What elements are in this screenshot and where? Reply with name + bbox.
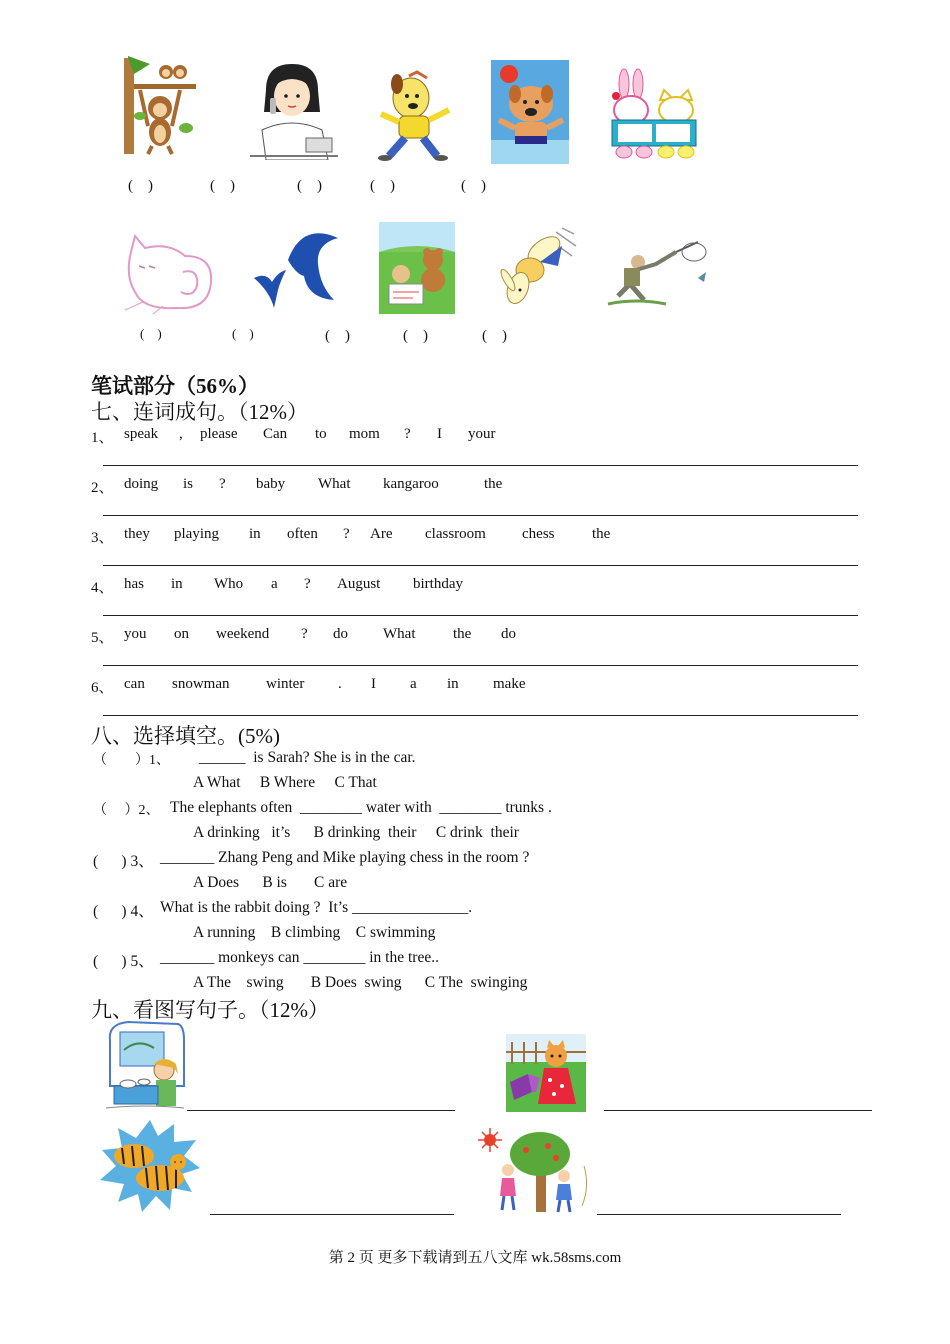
picture-answer-blank[interactable]: ( ) [461, 178, 486, 194]
word: has [124, 576, 144, 592]
question-text: ______ is Sarah? She is in the car. [199, 749, 416, 766]
item-number: 2、 [91, 480, 114, 496]
picture-answer-blank[interactable]: ( ) [140, 326, 162, 341]
word: baby [256, 476, 286, 492]
section-8-title: 八、选择填空。(5%) [91, 724, 280, 748]
word: What [383, 626, 416, 642]
sleeping-cat-icon [123, 232, 223, 316]
word: your [468, 426, 496, 442]
word: on [174, 626, 189, 642]
picture-answer-blank[interactable]: ( ) [370, 178, 395, 194]
word: winter [266, 676, 305, 692]
question-options: A The swing B Does swing C The swinging [193, 974, 528, 991]
word: What [318, 476, 351, 492]
question-options: A What B Where C That [193, 774, 377, 791]
item-number: 4、 [91, 580, 114, 596]
word: the [453, 626, 472, 642]
answer-paren[interactable]: ( ) 5、 [93, 953, 154, 970]
word: playing [174, 526, 219, 542]
word: kangaroo [383, 476, 439, 492]
answer-line[interactable] [103, 515, 858, 516]
question-text: The elephants often ________ water with ________ trunks . [170, 799, 552, 816]
word: I [437, 426, 442, 442]
page-footer: 第 2 页 更多下载请到五八文库 wk.58sms.com [328, 1250, 622, 1266]
word: birthday [413, 576, 463, 592]
sentence-answer-line[interactable] [187, 1110, 455, 1111]
written-part-title: 笔试部分（56%） [91, 374, 259, 398]
word: August [337, 576, 381, 592]
word: Are [370, 526, 393, 542]
word: to [315, 426, 327, 442]
question-text: _______ Zhang Peng and Mike playing chess in the room ? [160, 849, 530, 866]
question-options: A Does B is C are [193, 874, 348, 891]
word: in [249, 526, 261, 542]
word: you [124, 626, 147, 642]
monkeys-in-tree-icon [120, 56, 200, 156]
answer-paren[interactable]: ( ) 3、 [93, 853, 154, 870]
question-options: A running B climbing C swimming [193, 924, 436, 941]
word: a [410, 676, 417, 692]
picture-answer-blank[interactable]: ( ) [128, 178, 153, 194]
girl-on-phone-icon [248, 60, 340, 160]
dog-swimming-icon [491, 60, 569, 164]
word: ? [304, 576, 311, 592]
word: I [371, 676, 376, 692]
word: do [333, 626, 348, 642]
answer-line[interactable] [103, 465, 858, 466]
word: classroom [425, 526, 486, 542]
word: please [200, 426, 238, 442]
answer-paren[interactable]: （ ）2、 [93, 803, 160, 818]
word: ? [343, 526, 350, 542]
question-options: A drinking it’s B drinking their C drink their [193, 824, 519, 841]
word: mom [349, 426, 380, 442]
item-number: 5、 [91, 630, 114, 646]
word: in [447, 676, 459, 692]
word: weekend [216, 626, 270, 642]
question-text: _______ monkeys can ________ in the tree.. [160, 949, 439, 966]
word: the [484, 476, 503, 492]
word: a [271, 576, 278, 592]
question-text: What is the rabbit doing ? It’s _______________. [160, 899, 473, 916]
item-number: 3、 [91, 530, 114, 546]
picture-answer-blank[interactable]: ( ) [210, 178, 235, 194]
word: in [171, 576, 183, 592]
word: speak [124, 426, 159, 442]
word: often [287, 526, 318, 542]
word: they [124, 526, 150, 542]
word: , [179, 426, 183, 442]
word: Can [263, 426, 288, 442]
picture-answer-blank[interactable]: ( ) [232, 326, 254, 341]
word: make [493, 676, 526, 692]
answer-line[interactable] [103, 565, 858, 566]
rabbit-cat-reading-icon [606, 68, 702, 160]
picture-answer-blank[interactable]: ( ) [297, 178, 322, 194]
word: do [501, 626, 516, 642]
picture-answer-blank[interactable]: ( ) [403, 328, 428, 344]
answer-line[interactable] [103, 715, 858, 716]
answer-line[interactable] [103, 665, 858, 666]
kids-picking-apples-icon [474, 1126, 598, 1214]
dog-running-icon [373, 70, 461, 162]
item-number: 1、 [91, 430, 114, 446]
word: ? [301, 626, 308, 642]
rabbit-jumping-icon [496, 226, 578, 310]
bears-drawing-icon [379, 222, 455, 314]
picture-answer-blank[interactable]: ( ) [482, 328, 507, 344]
section-9-title: 九、看图写句子。（12%） [91, 998, 329, 1022]
word: ? [219, 476, 226, 492]
word: ? [404, 426, 411, 442]
answer-paren[interactable]: （ ）1、 [93, 753, 170, 768]
man-catching-butterfly-icon [606, 238, 712, 310]
answer-paren[interactable]: ( ) 4、 [93, 903, 154, 920]
word: chess [522, 526, 555, 542]
word: can [124, 676, 145, 692]
flying-birds-icon [252, 226, 342, 310]
girl-washing-dishes-icon [104, 1020, 188, 1112]
item-number: 6、 [91, 680, 114, 696]
word: is [183, 476, 194, 492]
word: the [592, 526, 611, 542]
word: . [338, 676, 342, 692]
answer-line[interactable] [103, 615, 858, 616]
cat-catching-butterfly-icon [506, 1034, 586, 1112]
sentence-answer-line[interactable] [597, 1214, 841, 1215]
sleeping-tigers-icon [98, 1118, 202, 1214]
picture-answer-blank[interactable]: ( ) [325, 328, 350, 344]
word: doing [124, 476, 159, 492]
sentence-answer-line[interactable] [210, 1214, 454, 1215]
sentence-answer-line[interactable] [604, 1110, 872, 1111]
word: snowman [172, 676, 230, 692]
word: Who [214, 576, 244, 592]
section-7-title: 七、连词成句。（12%） [91, 400, 308, 424]
